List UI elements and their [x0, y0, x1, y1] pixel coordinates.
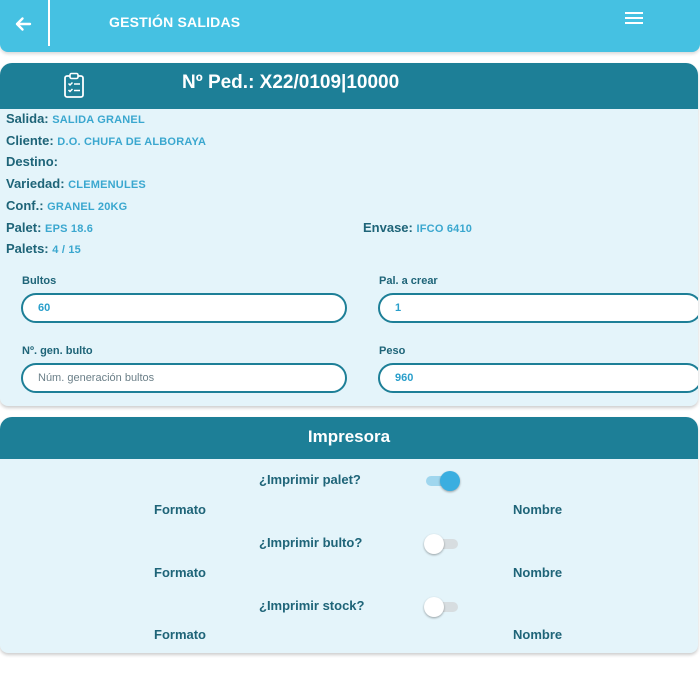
cliente-label: Cliente:	[6, 133, 54, 148]
menu-button[interactable]	[622, 8, 646, 28]
bulto-formato-label: Formato	[154, 565, 206, 580]
print-bulto-toggle[interactable]	[424, 534, 460, 554]
arrow-left-icon	[8, 9, 38, 39]
toggle-knob	[440, 471, 460, 491]
bultos-input[interactable]	[21, 293, 347, 323]
hamburger-menu-icon	[622, 8, 646, 28]
gen-bulto-label: Nº. gen. bulto	[22, 345, 93, 357]
app-header	[0, 0, 700, 52]
pal-crear-label: Pal. a crear	[379, 275, 438, 287]
peso-label: Peso	[379, 345, 406, 357]
order-card-header	[0, 63, 698, 109]
page-title: GESTIÓN SALIDAS	[109, 14, 241, 30]
conf-value: GRANEL 20KG	[47, 201, 128, 213]
salida-label: Salida:	[6, 111, 49, 126]
palets-value: 4 / 15	[52, 244, 81, 256]
clipboard-list-icon	[63, 72, 85, 98]
salida-value: SALIDA GRANEL	[52, 114, 145, 126]
envase-value: IFCO 6410	[416, 223, 473, 235]
header-divider	[48, 0, 50, 46]
info-variedad	[6, 176, 146, 191]
print-palet-question: ¿Imprimir palet?	[259, 472, 361, 487]
printer-card-header	[0, 417, 698, 459]
toggle-knob	[424, 534, 444, 554]
info-palet	[6, 220, 93, 235]
print-stock-toggle[interactable]	[424, 597, 460, 617]
bultos-label: Bultos	[22, 275, 57, 287]
info-salida	[6, 111, 145, 126]
pal-crear-input[interactable]	[378, 293, 698, 323]
info-palets	[6, 241, 81, 256]
stock-nombre-label: Nombre	[513, 627, 563, 642]
order-number-title: Nº Ped.: X22/0109|10000	[182, 72, 400, 93]
stock-formato-label: Formato	[154, 627, 206, 642]
order-card	[0, 63, 698, 406]
palet-label: Palet:	[6, 220, 42, 235]
back-button[interactable]	[8, 9, 38, 39]
envase-label: Envase:	[363, 220, 413, 235]
toggle-knob	[424, 597, 444, 617]
variedad-value: CLEMENULES	[68, 179, 146, 191]
info-cliente	[6, 133, 206, 148]
print-bulto-question: ¿Imprimir bulto?	[259, 535, 363, 550]
destino-label: Destino:	[6, 154, 58, 169]
palets-label: Palets:	[6, 241, 49, 256]
printer-card	[0, 417, 698, 653]
variedad-label: Variedad:	[6, 176, 65, 191]
cliente-value: D.O. CHUFA DE ALBORAYA	[57, 136, 207, 148]
palet-value: EPS 18.6	[45, 223, 94, 235]
info-destino	[6, 154, 58, 169]
palet-formato-label: Formato	[154, 502, 206, 517]
gen-bulto-input[interactable]	[21, 363, 347, 393]
bulto-nombre-label: Nombre	[513, 565, 563, 580]
palet-nombre-label: Nombre	[513, 502, 563, 517]
peso-input[interactable]	[378, 363, 698, 393]
print-stock-question: ¿Imprimir stock?	[259, 598, 365, 613]
conf-label: Conf.:	[6, 198, 44, 213]
printer-title: Impresora	[307, 427, 391, 446]
info-conf	[6, 198, 127, 213]
info-envase	[363, 220, 472, 235]
print-palet-toggle[interactable]	[424, 471, 460, 491]
